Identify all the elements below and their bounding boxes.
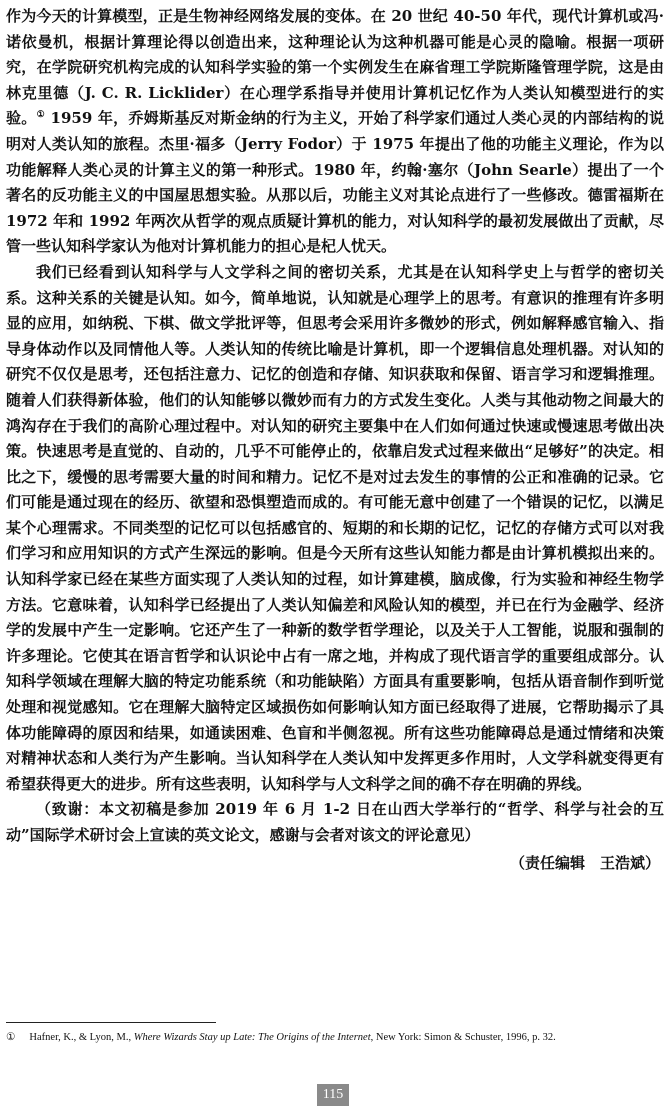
footnote-title: Where Wizards Stay up Late: The Origins of the Internet <box>133 1032 371 1043</box>
footnote <box>6 1030 664 1046</box>
paragraph-1-text-a: 作为今天的计算模型，正是生物神经网络发展的变体。在 20 世纪 40-50 年代，现代计算机或冯·诺依曼机，根据计算理论得以创造出来，这种理论认为这种机器可能是心灵的隐喻。根据一项研究，在学院研究机构完成的认知科学实验的第一个实例发生在麻省理工学院斯隆管理学院，这是由林克里德（J. C. R. Licklider）在心理学系指导并使用计算机记忆作为人类认知模型进行的实验。 <box>6 7 664 128</box>
footnote-publication: , New York: Simon & Schuster, 1996, p. 32. <box>370 1032 556 1043</box>
footnote-marker: ① <box>6 1032 16 1043</box>
acknowledgment: （致谢：本文初稿是参加 2019 年 6 月 1-2 日在山西大学举行的“哲学、科学与社会的互动”国际学术研讨会上宣读的英文论文，感谢与会者对该文的评论意见） <box>6 800 664 844</box>
footnote-divider <box>6 1022 216 1023</box>
page-body <box>6 4 664 876</box>
paragraph-1 <box>6 4 664 260</box>
page-number: 115 <box>317 1084 349 1106</box>
paragraph-2: 我们已经看到认知科学与人文学科之间的密切关系，尤其是在认知科学史上与哲学的密切关系。这种关系的关键是认知。如今，简单地说，认知就是心理学上的思考。有意识的推理有许多明显的应用，如纳税、下棋、做文学批评等，但思考会采用许多微妙的形式，例如解释感官输入、指导身体动作以及同情他人等。人类认知的传统比喻是计算机，即一个逻辑信息处理机器。对认知的研究不仅仅是思考，还包括注意力、记忆的创造和存储、知识获取和保留、语言学习和逻辑推理。随着人们获得新体验，他们的认知能够以微妙而有力的方式发生变化。人类与其他动物之间最大的鸿沟存在于我们的高阶心理过程中。对认知的研究主要集中在人们如何通过快速或慢速思考做出决策。快速思考是直觉的、自动的，几乎不可能停止的，依靠启发式过程来做出“足够好”的决定。相比之下，缓慢的思考需要大量的时间和精力。记忆不是对过去发生的事情的公正和准确的记录。它们可能是通过现在的经历、欲望和恐惧塑造而成的。有可能无意中创建了一个错误的记忆，以满足某个心理需求。不同类型的记忆可以包括感官的、短期的和长期的记忆，记忆的存储方式可以对我们学习和应用知识的方式产生深远的影响。但是今天所有这些认知能力都是由计算机模拟出来的。认知科学家已经在某些方面实现了人类认知的过程，如计算建模，脑成像，行为实验和神经生物学方法。它意味着，认知科学已经提出了人类认知偏差和风险认知的模型，并已在行为金融学、经济学的发展中产生一定影响。它还产生了一种新的数学哲学理论，以及关于人工智能，说服和强制的许多理论。它使其在语言哲学和认识论中占有一席之地，并构成了现代语言学的重要组成部分。认知科学领域在理解大脑的特定功能系统（和功能缺陷）方面具有重要影响，包括从语音制作到听觉处理和视觉感知。它在理解大脑特定区域损伤如何影响认知方面已经取得了进展，它帮助揭示了具体功能障碍的原因和结果，如通读困难、色盲和半侧忽视。所有这些功能障碍总是通过情绪和决策对精神状态和人类行为产生影响。当认知科学在人类认知中发挥更多作用时，人文学科就变得更有希望获得更大的进步。所有这些表明，认知科学与人文科学之间的确不存在明确的界线。 <box>6 262 664 793</box>
footnote-reference[interactable]: ① <box>36 110 46 121</box>
responsible-editor: （责任编辑 王浩斌） <box>509 853 660 872</box>
paragraph-1-text-b: 1959 年，乔姆斯基反对斯金纳的行为主义，开始了科学家们通过人类心灵的内部结构的说明对人类认知的旅程。杰里·福多（Jerry Fodor）于 1975 年提出了他的功能主义理论，作为以功能解释人类心灵的计算主义的第一种形式。1980 年，约翰·塞尔（John Searle）提出了一个著名的反功能主义的中国屋思想实验。从那以后，功能主义对其论点进行了一些修改。德雷福斯在 1972 年和 1992 年两次从哲学的观点质疑计算机的能力，对认知科学的最初发展做出了贡献，尽管一些认知科学家认为他对计算机能力的担心是杞人忧天。 <box>6 109 664 256</box>
footnote-authors: Hafner, K., & Lyon, M., <box>29 1032 134 1043</box>
